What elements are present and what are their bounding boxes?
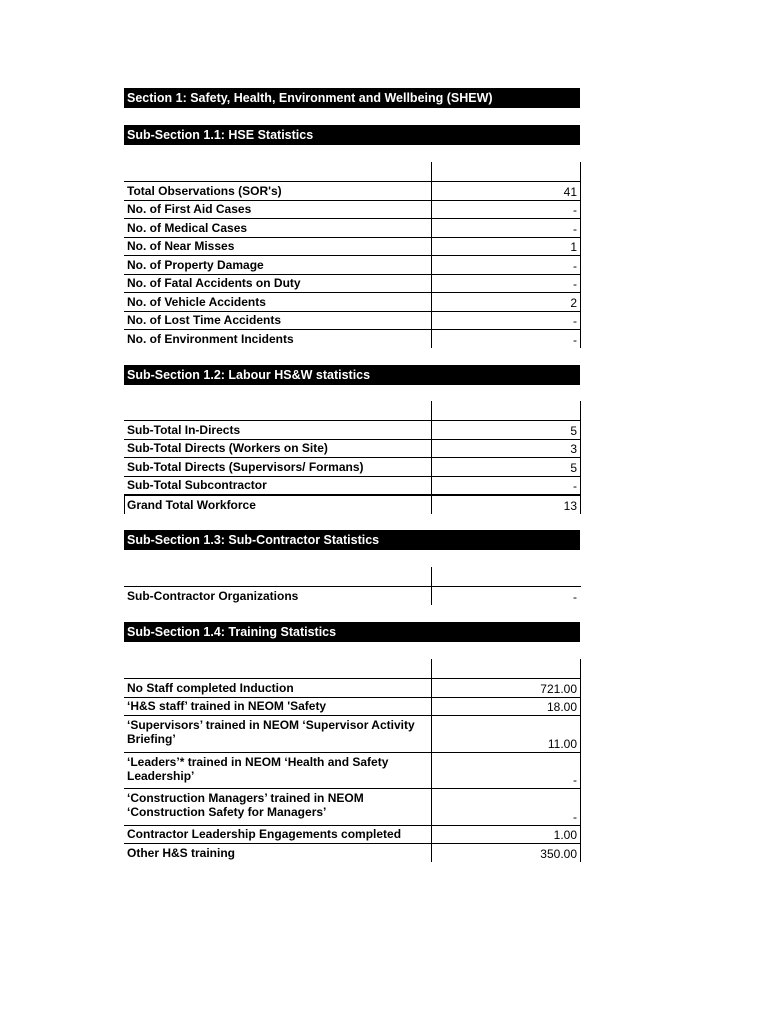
row-label: Sub-Total In-Directs (127, 422, 241, 437)
table-row (124, 330, 581, 348)
table-header-row (124, 162, 581, 182)
subsection-1-4-title: Sub-Section 1.4: Training Statistics (124, 622, 580, 642)
row-value: - (573, 314, 577, 328)
table-row (124, 275, 581, 294)
row-value: 350.00 (540, 846, 577, 861)
table-row (124, 256, 581, 275)
row-label: No. of Lost Time Accidents (127, 313, 282, 328)
row-label: No. of Property Damage (127, 257, 264, 272)
table-header-row (124, 401, 581, 421)
table-row (124, 789, 581, 826)
table-row (124, 421, 581, 440)
row-label: No. of Vehicle Accidents (127, 294, 266, 309)
hse-statistics-table (124, 162, 581, 348)
table-row (124, 458, 581, 477)
row-value: 41 (563, 184, 577, 199)
row-value: 11.00 (547, 736, 577, 751)
section-title: Section 1: Safety, Health, Environment and Wellbeing (SHEW) (124, 88, 580, 108)
table-row (124, 477, 581, 496)
row-value: - (573, 277, 577, 291)
row-value: - (573, 479, 577, 493)
row-value: - (573, 809, 577, 824)
table-row (124, 679, 581, 698)
table-row (124, 826, 581, 845)
row-label: Grand Total Workforce (127, 497, 256, 512)
subsection-1-2-title: Sub-Section 1.2: Labour HS&W statistics (124, 365, 580, 385)
table-row (124, 293, 581, 312)
row-label: No. of Environment Incidents (127, 331, 294, 346)
row-value: 5 (570, 460, 577, 475)
table-header-row (124, 659, 581, 679)
row-label: No. of Fatal Accidents on Duty (127, 276, 301, 291)
row-value: 1 (570, 240, 577, 254)
row-label: Sub-Total Directs (Workers on Site) (127, 441, 328, 456)
row-label: Sub-Total Subcontractor (127, 478, 267, 493)
table-row (124, 312, 581, 331)
row-label: Sub-Total Directs (Supervisors/ Formans) (127, 459, 364, 474)
row-value: 5 (570, 423, 577, 438)
table-row (124, 587, 581, 605)
labour-statistics-table (124, 401, 581, 514)
row-value: 13 (563, 498, 577, 513)
row-label: ‘Leaders’* trained in NEOM ‘Health and Safety Leadership’ (127, 754, 389, 783)
row-label: Contractor Leadership Engagements completed (127, 827, 402, 842)
row-label: No. of Medical Cases (127, 220, 248, 235)
table-row (124, 238, 581, 257)
table-row (124, 716, 581, 753)
subcontractor-statistics-table (124, 567, 581, 605)
row-label: Other H&S training (127, 845, 236, 860)
row-value: 1.00 (553, 828, 577, 842)
row-value: 2 (570, 295, 577, 310)
subsection-1-3-title: Sub-Section 1.3: Sub-Contractor Statistics (124, 530, 580, 550)
subsection-1-1-title: Sub-Section 1.1: HSE Statistics (124, 125, 580, 145)
row-value: 721.00 (540, 681, 577, 696)
row-label: No. of Near Misses (127, 239, 235, 254)
row-value: - (573, 221, 577, 236)
row-label: Total Observations (SOR's) (127, 183, 282, 198)
row-value: - (573, 590, 577, 604)
table-row (124, 219, 581, 238)
row-label: Sub-Contractor Organizations (127, 589, 299, 603)
row-label: No. of First Aid Cases (127, 202, 252, 217)
row-value: - (573, 332, 577, 347)
table-row (124, 698, 581, 717)
table-row (124, 440, 581, 459)
row-value: - (573, 773, 577, 787)
row-value: 18.00 (546, 700, 577, 714)
training-statistics-table (124, 659, 581, 862)
row-label: ‘Supervisors’ trained in NEOM ‘Supervisor Activity Briefing’ (127, 718, 415, 746)
row-label: ‘H&S staff’ trained in NEOM 'Safety (127, 699, 327, 714)
row-value: - (573, 203, 577, 217)
row-label: ‘Construction Managers’ trained in NEOM ‘Construction Safety for Managers’ (127, 791, 364, 819)
table-row (124, 844, 581, 862)
row-value: 3 (570, 442, 577, 456)
row-value: - (573, 258, 577, 273)
row-label: No Staff completed Induction (127, 680, 294, 695)
table-row (124, 182, 581, 201)
table-header-row (124, 567, 581, 587)
table-row (124, 201, 581, 220)
grand-total-row (124, 494, 581, 514)
table-row (124, 753, 581, 790)
